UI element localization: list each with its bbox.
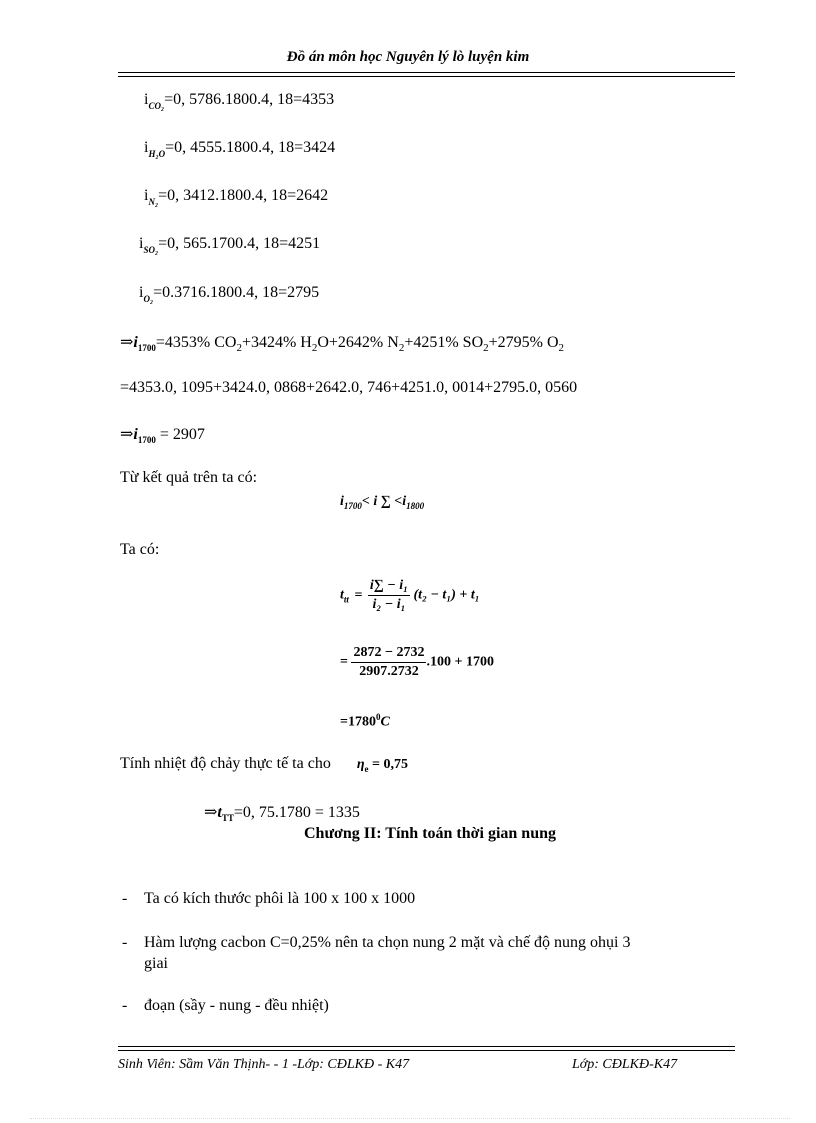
inequality-formula: $i_{1700}< i$ ∑ $<i_{1800}$ xyxy=(340,494,425,511)
bullet-dash: - xyxy=(122,890,128,907)
enthalpy-result-line: $\Rightarrow i_{1700} = 2907$ xyxy=(120,426,205,445)
enthalpy-co2-line: $i_{CO_2}=0$, 5786.1800.4, 18=4353 xyxy=(144,91,335,111)
formula-fraction: $\frac{\text{i∑ − i₁}}{\text{i₂ − i₁}}$ xyxy=(369,578,409,612)
page-bottom-dotted-border xyxy=(30,1118,790,1119)
footer-class-info: Lớp: CĐLKĐ-K47 xyxy=(572,1057,678,1072)
footer-student-info: Sinh Viên: Sầm Văn Thịnh- - 1 -Lớp: CĐLKĐ - K47 xyxy=(118,1057,410,1072)
footer-rule-bottom xyxy=(118,1050,735,1051)
bullet-dash: - xyxy=(122,997,128,1014)
enthalpy-o2-line: $i_{O_2}=0.3716.1800.4$, 18=2795 xyxy=(139,284,320,304)
paragraph-we-have: Ta có: xyxy=(120,541,160,558)
temperature-result: $=1780^0C$ xyxy=(340,712,390,730)
bullet-dash: - xyxy=(122,934,128,951)
header-rule-top xyxy=(118,72,735,73)
paragraph-from-results: Từ kết quả trên ta có: xyxy=(120,469,258,486)
bullet-item-carbon-content: Hàm lượng cacbon C=0,25% nên ta chọn nung 2 mặt và chế độ nung ohụi 3 xyxy=(144,934,631,951)
actual-temperature-line: $\Rightarrow t_{TT}=0$, 75.1780 = 1335 xyxy=(204,804,360,823)
enthalpy-sum-line: $\Rightarrow i_{1700}=4353\%$ $CO_2+3424\%$ $H_2O+2642\%$ $N_2+4251\%$ $SO_2+2795\%$ $O_2$ xyxy=(120,334,565,354)
paragraph-actual-temperature: Tính nhiệt độ chảy thực tế ta cho $\eta_e = 0,75$ xyxy=(120,755,408,774)
header-rule-bottom xyxy=(118,76,735,77)
page-header-title: Đồ án môn học Nguyên lý lò luyện kim xyxy=(286,49,530,65)
enthalpy-h2o-line: $i_{H_2O}=0$, 4555.1800.4, 18=3424 xyxy=(144,139,336,159)
calculation-fraction: $\frac{2872 - 2732}{2907.2732}$ xyxy=(353,645,425,679)
chapter-heading: Chương II: Tính toán thời gian nung xyxy=(303,825,556,842)
enthalpy-so2-line: $i_{SO_2}=0$, 565.1700.4, 18=4251 xyxy=(139,235,321,255)
bullet-item-blank-size: Ta có kích thước phôi là 100 x 100 x 1000 xyxy=(144,890,416,907)
interpolation-formula: $t_{tt}$ = $\frac{\text{i∑ − i₁}}{\text{i₂ − i₁}}$ (t₂ − t₁) + t₁ xyxy=(340,578,480,612)
bullet-item-carbon-content-cont: giai xyxy=(144,955,168,972)
enthalpy-n2-line: $i_{N_2}=0$, 3412.1800.4, 18=2642 xyxy=(144,187,329,207)
bullet-item-stages: đoạn (sầy - nung - đều nhiệt) xyxy=(144,997,329,1014)
enthalpy-numeric-line: =4353.0, 1095+3424.0, 0868+2642.0, 746+4251.0, 0014+2795.0, 0560 xyxy=(120,379,578,396)
interpolation-calculation: = $\frac{2872 - 2732}{2907.2732}$ .100 + 1700 xyxy=(340,645,494,679)
footer-rule-top xyxy=(118,1046,735,1047)
